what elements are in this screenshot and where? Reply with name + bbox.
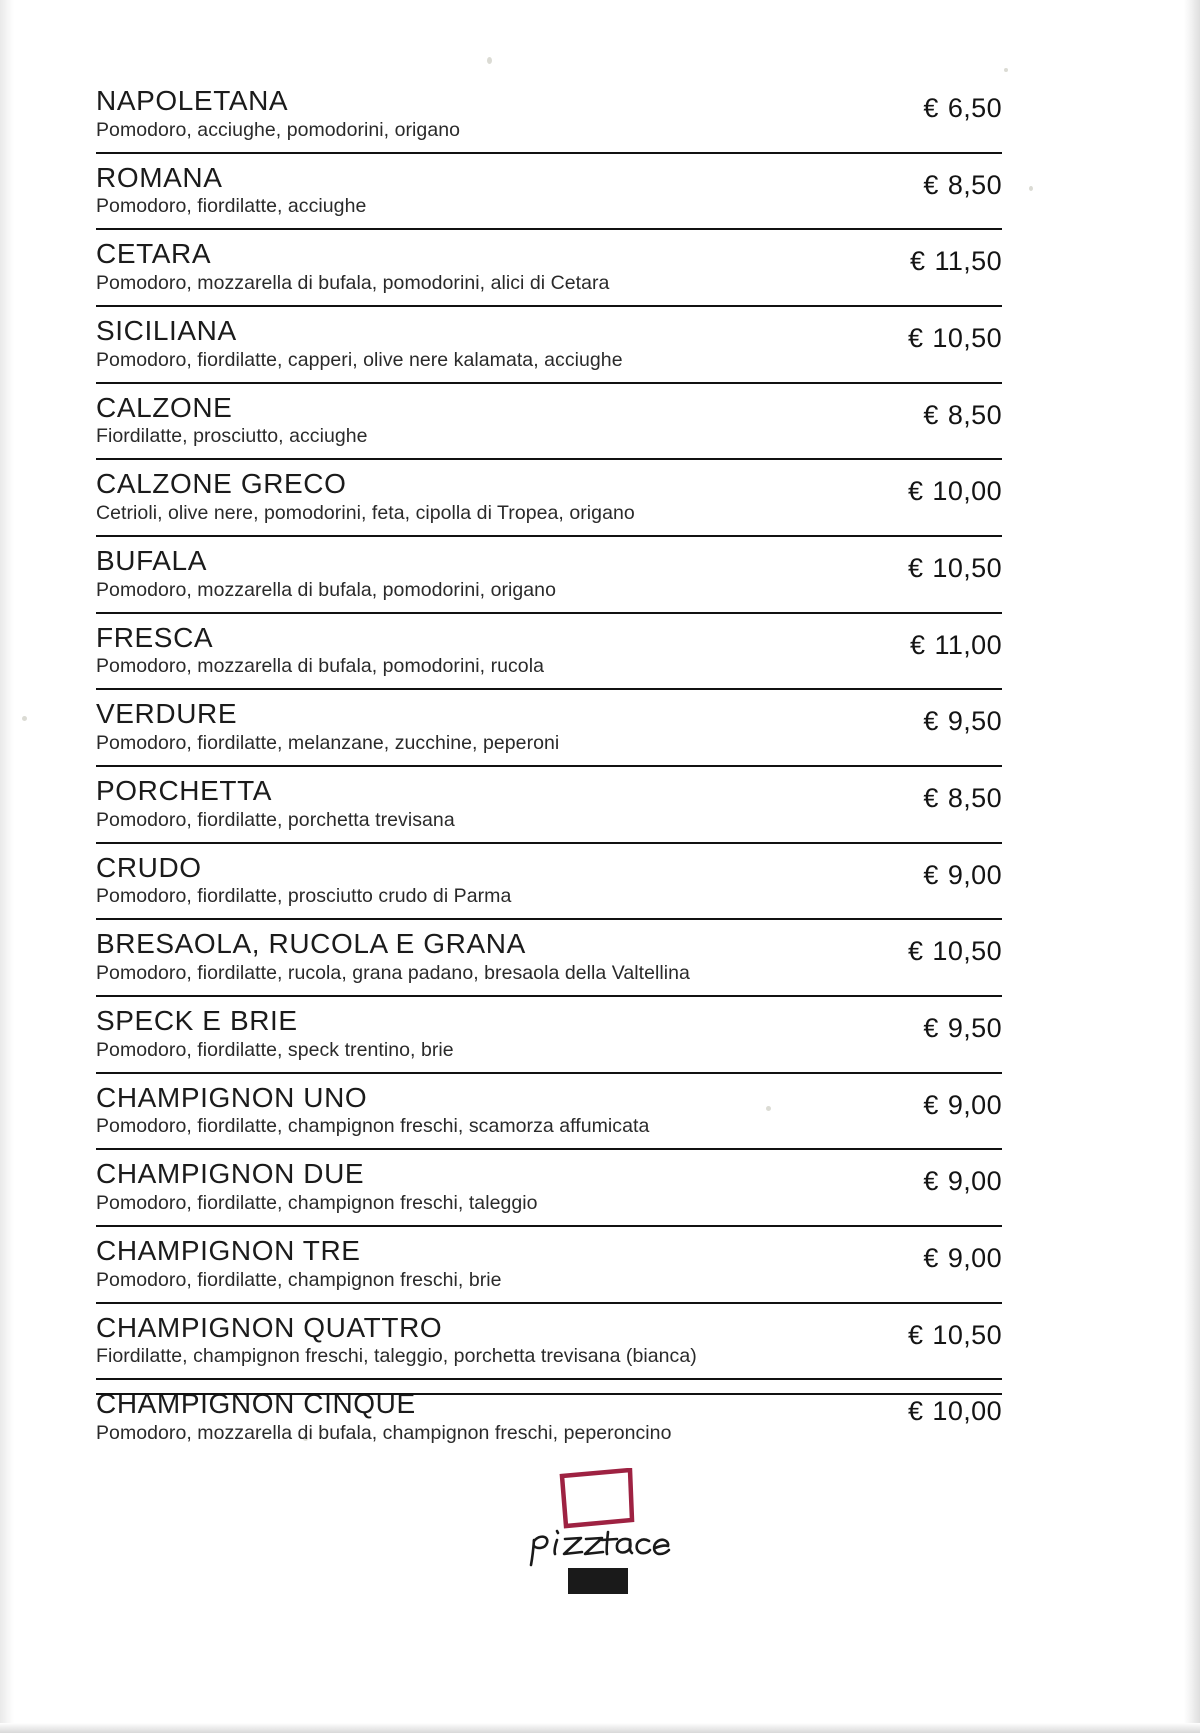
currency-symbol: € xyxy=(910,629,926,660)
price-amount: 9,00 xyxy=(947,859,1002,890)
menu-item-name: ROMANA xyxy=(96,161,223,193)
menu-bottom-divider xyxy=(96,1393,1002,1395)
price-amount: 8,50 xyxy=(947,169,1002,200)
footer-logo-block xyxy=(0,1468,1200,1633)
menu-item-text xyxy=(96,316,870,372)
currency-symbol: € xyxy=(923,1166,939,1197)
menu-item-name: CHAMPIGNON DUE xyxy=(96,1158,365,1190)
menu-item-description: Pomodoro, fiordilatte, rucola, grana padano, bresaola della Valtellina xyxy=(96,962,690,985)
menu-item-price xyxy=(870,546,1002,583)
menu-item-description: Fiordilatte, champignon freschi, taleggio, porchetta trevisana (bianca) xyxy=(96,1345,697,1368)
menu-item-row xyxy=(96,458,1002,535)
menu-item-name: CHAMPIGNON QUATTRO xyxy=(96,1311,443,1343)
price-amount: 10,00 xyxy=(932,476,1002,507)
menu-item-row-inner xyxy=(96,776,1002,832)
menu-item-text xyxy=(96,1159,870,1215)
menu-item-description: Fiordilatte, prosciutto, acciughe xyxy=(96,425,368,448)
menu-item-row-inner xyxy=(96,393,1002,449)
menu-item-price xyxy=(870,1236,1002,1273)
menu-item-text xyxy=(96,469,870,525)
price-amount: 9,00 xyxy=(947,1243,1002,1274)
menu-item-text xyxy=(96,1389,870,1445)
menu-item-name: CHAMPIGNON CINQUE xyxy=(96,1388,416,1420)
price-amount: 11,50 xyxy=(934,246,1002,277)
menu-item-row-inner xyxy=(96,86,1002,142)
price-amount: 10,50 xyxy=(932,553,1002,584)
currency-symbol: € xyxy=(923,1089,939,1120)
menu-item-price xyxy=(870,699,1002,736)
currency-symbol: € xyxy=(923,1243,939,1274)
price-amount: 9,50 xyxy=(947,706,1002,737)
menu-item-row xyxy=(96,995,1002,1072)
brand-logo xyxy=(540,1468,660,1628)
menu-item-row xyxy=(96,1302,1002,1379)
menu-item-row-inner xyxy=(96,853,1002,909)
currency-symbol: € xyxy=(908,323,924,354)
currency-symbol: € xyxy=(923,783,939,814)
menu-item-list xyxy=(96,86,1002,1455)
menu-item-price xyxy=(870,163,1002,200)
menu-item-name: SICILIANA xyxy=(96,315,237,347)
price-amount: 9,00 xyxy=(947,1166,1002,1197)
price-amount: 10,50 xyxy=(932,1319,1002,1350)
currency-symbol: € xyxy=(908,553,924,584)
menu-item-name: PORCHETTA xyxy=(96,775,272,807)
menu-item-row-inner xyxy=(96,546,1002,602)
menu-item-row-inner xyxy=(96,239,1002,295)
menu-item-row xyxy=(96,688,1002,765)
menu-item-name: CRUDO xyxy=(96,851,202,883)
menu-item-name: BRESAOLA, RUCOLA E GRANA xyxy=(96,928,526,960)
menu-item-row xyxy=(96,1225,1002,1302)
menu-item-text xyxy=(96,1236,870,1292)
menu-item-price xyxy=(870,776,1002,813)
menu-item-description: Pomodoro, fiordilatte, prosciutto crudo di Parma xyxy=(96,885,512,908)
menu-item-text xyxy=(96,86,870,142)
menu-item-price xyxy=(870,393,1002,430)
currency-symbol: € xyxy=(923,706,939,737)
menu-item-price xyxy=(870,1006,1002,1043)
menu-item-text xyxy=(96,546,870,602)
menu-item-name: BUFALA xyxy=(96,545,207,577)
currency-symbol: € xyxy=(908,1319,924,1350)
currency-symbol: € xyxy=(908,936,924,967)
menu-item-description: Pomodoro, fiordilatte, capperi, olive nere kalamata, acciughe xyxy=(96,348,623,371)
price-amount: 10,50 xyxy=(932,936,1002,967)
quadrilateral-logo-icon xyxy=(558,1468,636,1530)
logo-bar xyxy=(568,1568,628,1594)
pizzateca-wordmark-icon xyxy=(524,1524,674,1570)
menu-item-price xyxy=(870,623,1002,660)
menu-item-row-inner xyxy=(96,1313,1002,1369)
menu-item-name: NAPOLETANA xyxy=(96,85,289,116)
currency-symbol: € xyxy=(908,1396,924,1427)
menu-item-price xyxy=(870,469,1002,506)
menu-item-description: Pomodoro, acciughe, pomodorini, origano xyxy=(96,118,461,141)
menu-item-row-inner xyxy=(96,163,1002,219)
menu-item-name: CALZONE GRECO xyxy=(96,468,347,500)
menu-item-row xyxy=(96,765,1002,842)
menu-item-price xyxy=(870,853,1002,890)
menu-item-row xyxy=(96,612,1002,689)
menu-item-row xyxy=(96,918,1002,995)
menu-item-price xyxy=(870,1159,1002,1196)
menu-item-text xyxy=(96,776,870,832)
menu-item-row xyxy=(96,382,1002,459)
menu-item-description: Cetrioli, olive nere, pomodorini, feta, cipolla di Tropea, origano xyxy=(96,502,635,525)
menu-item-text xyxy=(96,929,870,985)
price-amount: 10,00 xyxy=(932,1396,1002,1427)
menu-item-row xyxy=(96,535,1002,612)
menu-item-text xyxy=(96,1006,870,1062)
currency-symbol: € xyxy=(923,93,939,123)
menu-item-text xyxy=(96,1313,870,1369)
menu-item-name: CHAMPIGNON UNO xyxy=(96,1081,368,1113)
menu-item-description: Pomodoro, fiordilatte, acciughe xyxy=(96,195,367,218)
menu-item-row-inner xyxy=(96,1006,1002,1062)
menu-item-row xyxy=(96,1378,1002,1455)
menu-item-row xyxy=(96,305,1002,382)
currency-symbol: € xyxy=(910,246,926,277)
currency-symbol: € xyxy=(923,399,939,430)
menu-item-description: Pomodoro, mozzarella di bufala, champignon freschi, peperoncino xyxy=(96,1422,672,1445)
currency-symbol: € xyxy=(908,476,924,507)
menu-item-row xyxy=(96,842,1002,919)
menu-item-row-inner xyxy=(96,623,1002,679)
menu-item-row-inner xyxy=(96,1159,1002,1215)
menu-item-row xyxy=(96,1072,1002,1149)
menu-item-row-inner xyxy=(96,316,1002,372)
menu-item-row-inner xyxy=(96,699,1002,755)
currency-symbol: € xyxy=(923,169,939,200)
menu-item-price xyxy=(870,86,1002,123)
menu-item-text xyxy=(96,853,870,909)
menu-item-name: VERDURE xyxy=(96,698,238,730)
menu-item-name: FRESCA xyxy=(96,621,214,653)
currency-symbol: € xyxy=(923,859,939,890)
menu-item-description: Pomodoro, mozzarella di bufala, pomodorini, origano xyxy=(96,578,556,601)
menu-item-description: Pomodoro, fiordilatte, melanzane, zucchine, peperoni xyxy=(96,732,560,755)
menu-item-text xyxy=(96,1083,870,1139)
menu-item-price xyxy=(870,1313,1002,1350)
menu-item-description: Pomodoro, fiordilatte, champignon freschi, scamorza affumicata xyxy=(96,1115,650,1138)
price-amount: 9,00 xyxy=(947,1089,1002,1120)
menu-item-price xyxy=(870,1083,1002,1120)
price-amount: 10,50 xyxy=(932,323,1002,354)
menu-item-row-inner xyxy=(96,1083,1002,1139)
menu-item-description: Pomodoro, fiordilatte, champignon freschi, brie xyxy=(96,1268,502,1291)
menu-item-text xyxy=(96,393,870,449)
menu-item-text xyxy=(96,699,870,755)
currency-symbol: € xyxy=(923,1013,939,1044)
price-amount: 6,50 xyxy=(947,93,1002,123)
menu-item-name: SPECK E BRIE xyxy=(96,1005,298,1037)
price-amount: 9,50 xyxy=(947,1013,1002,1044)
menu-item-description: Pomodoro, mozzarella di bufala, pomodorini, alici di Cetara xyxy=(96,272,610,295)
menu-item-text xyxy=(96,239,870,295)
menu-item-row xyxy=(96,86,1002,152)
menu-item-row-inner xyxy=(96,1389,1002,1445)
price-amount: 8,50 xyxy=(947,783,1002,814)
menu-item-name: CHAMPIGNON TRE xyxy=(96,1235,361,1267)
menu-item-name: CETARA xyxy=(96,238,212,270)
menu-item-description: Pomodoro, fiordilatte, speck trentino, brie xyxy=(96,1038,454,1061)
menu-item-description: Pomodoro, fiordilatte, champignon freschi, taleggio xyxy=(96,1192,538,1215)
menu-item-row xyxy=(96,1148,1002,1225)
menu-item-row-inner xyxy=(96,1236,1002,1292)
menu-item-row-inner xyxy=(96,469,1002,525)
menu-item-row-inner xyxy=(96,929,1002,985)
menu-item-row xyxy=(96,228,1002,305)
menu-item-description: Pomodoro, fiordilatte, porchetta trevisana xyxy=(96,808,455,831)
menu-item-price xyxy=(870,239,1002,276)
menu-item-price xyxy=(870,929,1002,966)
menu-item-row xyxy=(96,152,1002,229)
menu-item-name: CALZONE xyxy=(96,391,233,423)
price-amount: 8,50 xyxy=(947,399,1002,430)
menu-item-description: Pomodoro, mozzarella di bufala, pomodorini, rucola xyxy=(96,655,544,678)
menu-item-price xyxy=(870,316,1002,353)
menu-item-text xyxy=(96,623,870,679)
price-amount: 11,00 xyxy=(934,629,1002,660)
menu-item-text xyxy=(96,163,870,219)
